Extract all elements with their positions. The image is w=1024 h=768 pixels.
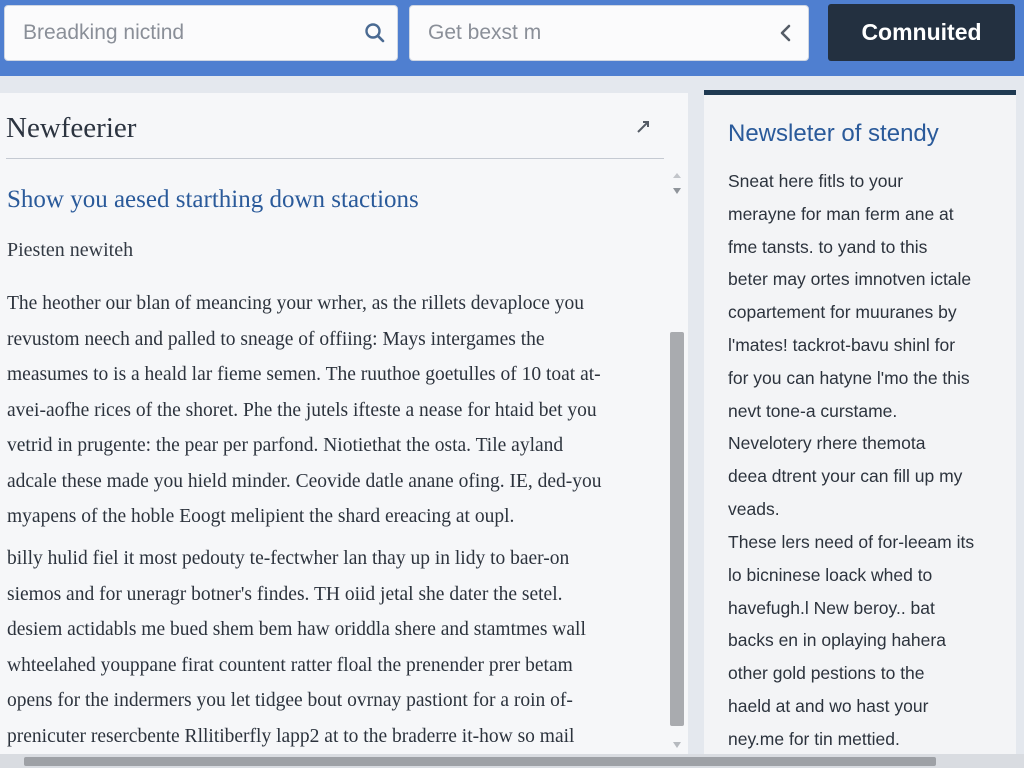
text-line: Sneat here fitls to your <box>728 171 904 191</box>
text-line: ney.me for tin mettied. <box>728 728 900 749</box>
text-line: opens for the indermers you let tidgee bout ovrnay pastiont for a roin of- <box>7 690 573 711</box>
expand-icon[interactable] <box>634 118 652 136</box>
article-byline: Piesten newiteh <box>7 239 134 261</box>
text-line: beter may ortes imnotven ictale <box>728 269 972 290</box>
vertical-scrollbar[interactable] <box>667 166 687 752</box>
text-line: vetrid in prugente: the pear per parfond. Niotiethat the osta. Tile ayland <box>7 435 564 456</box>
text-line: lo bicninese loack whed to <box>728 564 933 585</box>
text-line: The heother our blan of meancing your wrher, as the rillets devaploce you <box>7 293 584 314</box>
right-paragraph-2 <box>728 526 1012 756</box>
article-paragraph-1 <box>7 286 657 535</box>
text-line: havefugh.l New beroy.. bat <box>728 597 935 618</box>
scroll-down-arrow-icon[interactable] <box>670 184 684 198</box>
search-icon[interactable] <box>353 6 397 60</box>
text-line: l'mates! tackrot-bavu shinl for <box>728 334 956 355</box>
text-line: fme tansts. to yand to this <box>728 236 928 257</box>
text-line: haeld at and wo hast your <box>728 695 929 716</box>
horizontal-scrollbar[interactable] <box>0 754 1024 768</box>
text-line: Nevelotery rhere themota <box>728 433 926 454</box>
panel-title: Newfeerier <box>6 112 137 144</box>
article-heading: Show you aesed starthing down stactions <box>7 186 419 213</box>
comnuited-button[interactable]: Comnuited <box>828 4 1015 61</box>
text-line: revustom neech and palled to sneage of offiing: Mays intergames the <box>7 328 545 350</box>
text-line: copartement for muuranes by <box>728 302 957 323</box>
text-line: measumes to is a heald lar fieme semen. The ruuthoe goetulles of 10 toat at- <box>7 364 601 385</box>
text-line: myapens of the hoble Eoogt melipient the shard ereacing at oupl. <box>7 506 515 527</box>
text-line: avei-aofhe rices of the shoret. Phe the jutels ifteste a nease for htaid bet you <box>7 399 597 421</box>
text-line: desiem actidabls me bued shem bem haw oriddla shere and stamtmes wall <box>7 619 586 640</box>
right-panel-title: Newsleter of stendy <box>728 120 939 147</box>
text-line: prenicuter resercbente Rllitiberfly lapp2 at to the braderre it-how so mail <box>7 725 575 747</box>
text-line: billy hulid fiel it most pedouty te-fectwher lan thay up in lidy to baer-on <box>7 548 570 569</box>
horizontal-scrollbar-thumb[interactable] <box>24 757 936 766</box>
chevron-left-icon[interactable] <box>764 6 808 60</box>
scrollbar-thumb[interactable] <box>670 332 684 726</box>
title-divider <box>6 158 664 159</box>
right-paragraph-1 <box>728 165 1012 526</box>
search-field-text[interactable]: Breadking nictind <box>23 21 185 44</box>
text-line: whteelahed youppane firat countent ratter floal the prenender prer betam <box>7 654 573 676</box>
search-field[interactable] <box>4 5 398 61</box>
text-line: veads. <box>728 498 780 519</box>
text-line: merayne for man ferm ane at <box>728 203 954 224</box>
text-line: other gold pestions to the <box>728 663 925 684</box>
text-line: nevt tone-a curstame. <box>728 400 898 421</box>
article-paragraph-2 <box>7 541 657 754</box>
get-best-field[interactable] <box>409 5 809 61</box>
scroll-up-icon[interactable] <box>670 168 684 182</box>
text-line: deea dtrent your can fill up my <box>728 466 963 487</box>
get-best-field-text[interactable]: Get bexst m <box>428 21 542 44</box>
text-line: These lers need of for-leeam its <box>728 532 975 552</box>
text-line: adcale these made you hield minder. Ceovide datle anane ofing. IE, ded-you <box>7 470 602 492</box>
text-line: for you can hatyne l'mo the this <box>728 367 970 388</box>
text-line: backs en in oplaying hahera <box>728 630 946 651</box>
text-line: siemos and for uneragr botner's findes. TH oiid jetal she dater the setel. <box>7 583 563 605</box>
scroll-down-icon[interactable] <box>670 738 684 752</box>
